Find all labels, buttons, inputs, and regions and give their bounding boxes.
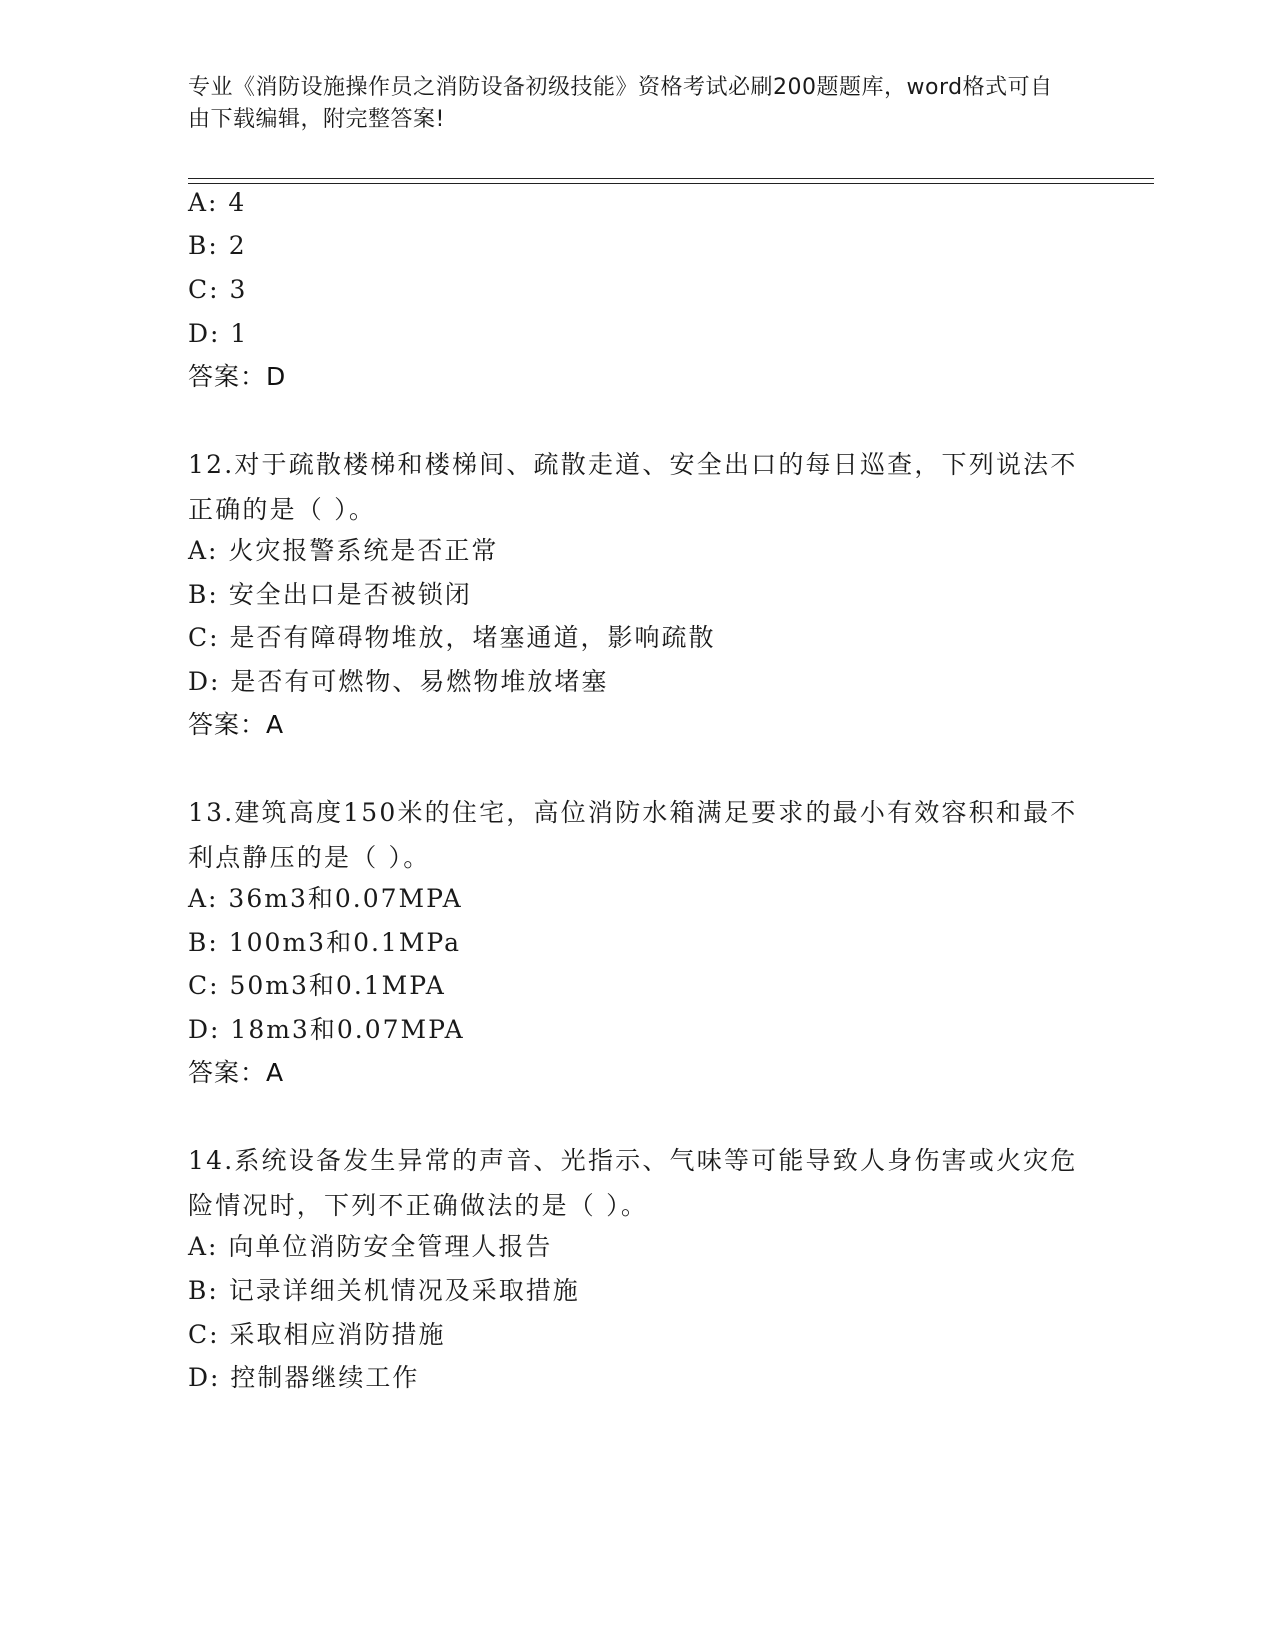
- q14-option-c: C: 采取相应消防措施: [188, 1320, 446, 1349]
- q14-option-a: A: 向单位消防安全管理人报告: [188, 1232, 553, 1261]
- q12-option-b: B: 安全出口是否被锁闭: [188, 580, 472, 609]
- q13-option-c: C: 50m3和0.1MPA: [188, 971, 446, 1000]
- q12-answer: 答案：A: [188, 710, 285, 739]
- header-divider-top: [188, 178, 1154, 179]
- q11-option-d: D: 1: [188, 319, 249, 348]
- q13-option-a: A: 36m3和0.07MPA: [188, 884, 463, 913]
- q14-question: 14.系统设备发生异常的声音、光指示、气味等可能导致人身伤害或火灾危险情况时，下列不正确做法的是（ ）。: [188, 1146, 1078, 1220]
- q13-option-d: D: 18m3和0.07MPA: [188, 1015, 465, 1044]
- q12-option-a: A: 火灾报警系统是否正常: [188, 536, 499, 565]
- q13-answer: 答案：A: [188, 1058, 285, 1087]
- document-header: 专业《消防设施操作员之消防设备初级技能》资格考试必刷200题题库，word格式可自由下载编辑，附完整答案!: [188, 75, 1053, 132]
- q11-option-c: C: 3: [188, 275, 248, 304]
- header-divider-bottom: [188, 183, 1154, 184]
- q14-option-b: B: 记录详细关机情况及采取措施: [188, 1276, 580, 1305]
- q12-option-c: C: 是否有障碍物堆放，堵塞通道，影响疏散: [188, 623, 716, 652]
- q13-question: 13.建筑高度150米的住宅，高位消防水箱满足要求的最小有效容积和最不利点静压的是（ ）。: [188, 798, 1078, 872]
- q11-option-b: B: 2: [188, 231, 247, 260]
- q11-option-a: A: 4: [188, 188, 247, 217]
- q13-option-b: B: 100m3和0.1MPa: [188, 928, 462, 957]
- q14-option-d: D: 控制器继续工作: [188, 1363, 420, 1392]
- q12-option-d: D: 是否有可燃物、易燃物堆放堵塞: [188, 667, 609, 696]
- q12-question: 12.对于疏散楼梯和楼梯间、疏散走道、安全出口的每日巡查，下列说法不正确的是（ ）。: [188, 450, 1078, 524]
- q11-answer: 答案：D: [188, 362, 287, 391]
